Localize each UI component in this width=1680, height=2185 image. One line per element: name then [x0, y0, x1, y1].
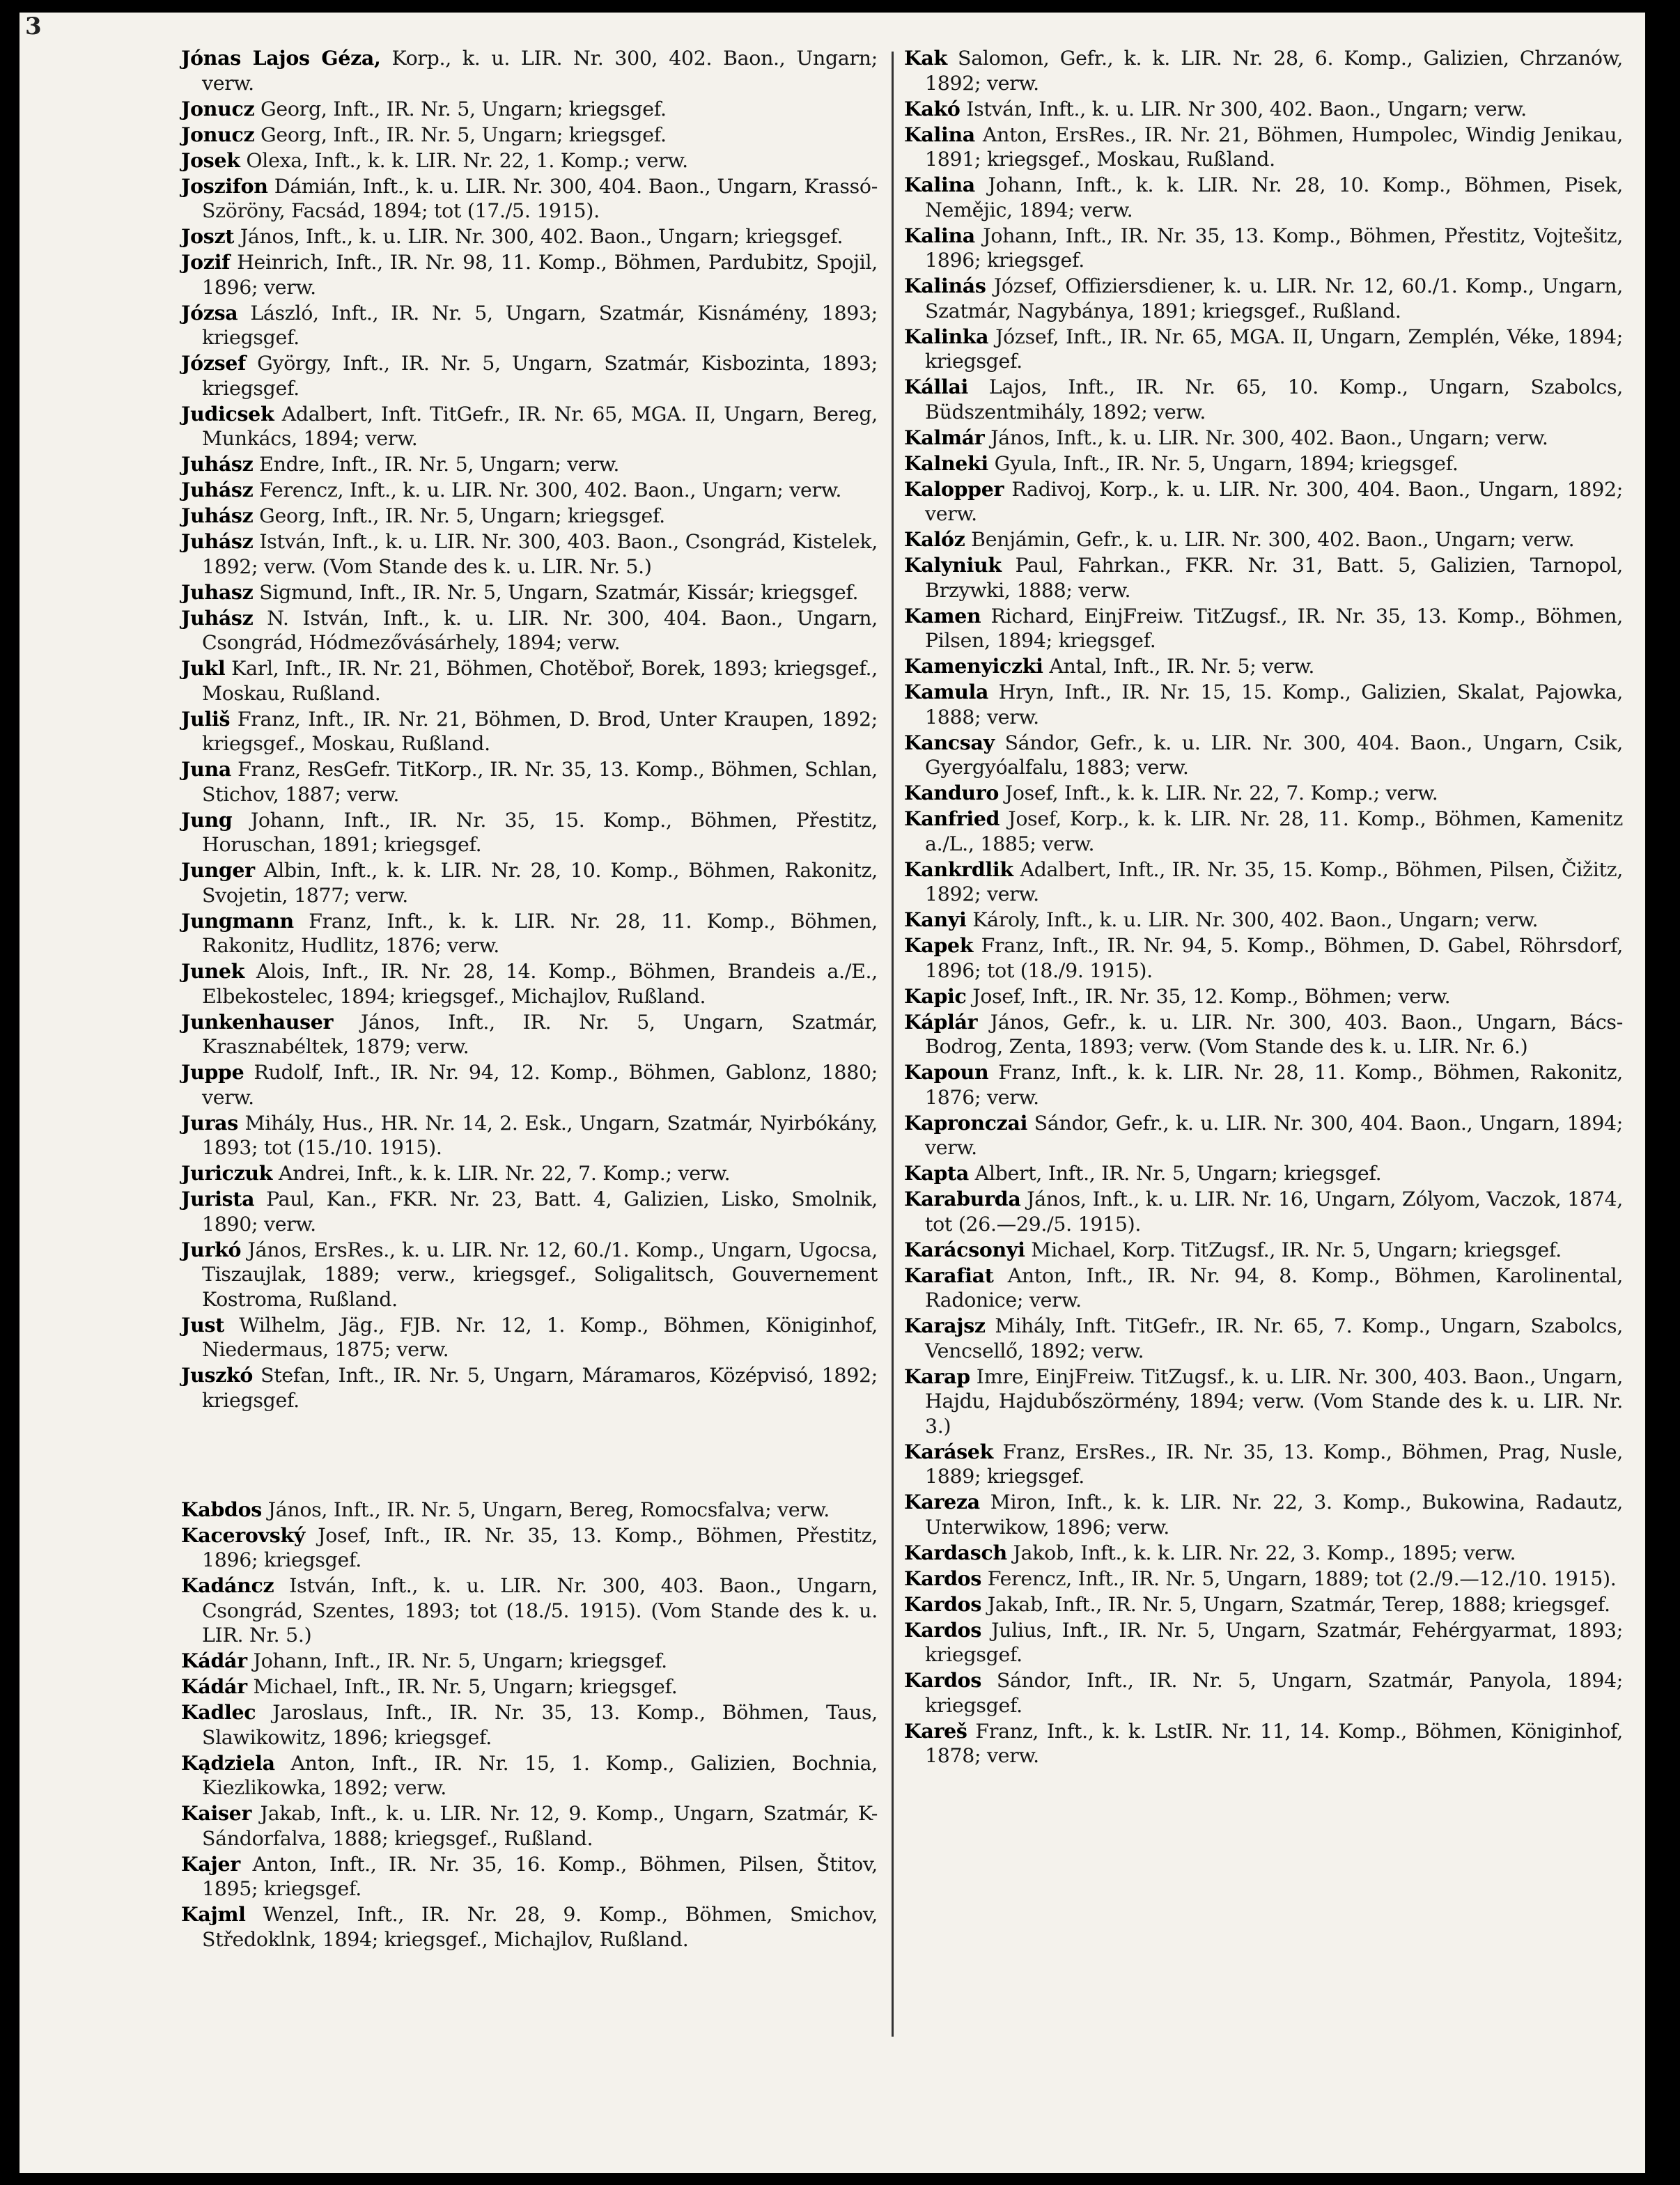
entry-details: Albert, Inft., IR. Nr. 5, Ungarn; kriegsgef.: [974, 1162, 1382, 1185]
register-entry: [181, 1751, 878, 1801]
entry-details: Benjámin, Gefr., k. u. LIR. Nr. 300, 402. Baon., Ungarn; verw.: [971, 528, 1575, 551]
entry-details: Josef, Inft., IR. Nr. 35, 13. Komp., Böhmen, Přestitz, 1896; kriegsgef.: [202, 1523, 878, 1571]
register-entry: [181, 250, 878, 300]
entry-details: Jakob, Inft., k. k. LIR. Nr. 22, 3. Komp., 1895; verw.: [1013, 1541, 1516, 1564]
register-entry: [904, 553, 1623, 602]
register-entry: [181, 858, 878, 908]
entry-details: Antal, Inft., IR. Nr. 5; verw.: [1049, 655, 1315, 678]
entry-details: Sándor, Gefr., k. u. LIR. Nr. 300, 404. Baon., Ungarn, 1894; verw.: [925, 1111, 1623, 1159]
entry-details: Dámián, Inft., k. u. LIR. Nr. 300, 404. Baon., Ungarn, Krassó-Szöröny, Facsád, 1894; tot (17./5. 1915).: [202, 174, 878, 222]
entry-surname: Juppe: [181, 1060, 244, 1084]
entry-details: Rudolf, Inft., IR. Nr. 94, 12. Komp., Böhmen, Gablonz, 1880; verw.: [202, 1061, 878, 1109]
register-entry: [181, 46, 878, 95]
entry-surname: Kancsay: [904, 730, 995, 754]
register-entry: [181, 504, 878, 529]
register-entry: [904, 933, 1623, 983]
entry-details: Franz, Inft., k. k. LIR. Nr. 28, 11. Komp., Böhmen, Rakonitz, Hudlitz, 1876; verw.: [202, 909, 878, 957]
entry-details: Franz, Inft., k. k. LIR. Nr. 28, 11. Komp., Böhmen, Rakonitz, 1876; verw.: [925, 1061, 1623, 1109]
entry-surname: Kalopper: [904, 476, 1004, 501]
entry-details: Franz, ResGefr. TitKorp., IR. Nr. 35, 13. Komp., Böhmen, Schlan, Stichov, 1887; verw.: [202, 758, 878, 806]
register-entry: [904, 1314, 1623, 1363]
entry-surname: Kareza: [904, 1490, 980, 1514]
entry-details: Andrei, Inft., k. k. LIR. Nr. 22, 7. Komp.; verw.: [278, 1162, 731, 1185]
register-entry: [904, 1263, 1623, 1313]
entry-details: Salomon, Gefr., k. k. LIR. Nr. 28, 6. Komp., Galizien, Chrzanów, 1892; verw.: [925, 47, 1623, 95]
register-entry: [904, 1566, 1623, 1592]
entry-surname: Juhász: [181, 452, 254, 476]
entry-details: Adalbert, Inft. TitGefr., IR. Nr. 65, MGA. II, Ungarn, Bereg, Munkács, 1894; verw.: [202, 402, 878, 450]
entry-details: Anton, Inft., IR. Nr. 94, 8. Komp., Böhmen, Karolinental, Radonice; verw.: [925, 1263, 1623, 1312]
entry-details: Hryn, Inft., IR. Nr. 15, 15. Komp., Galizien, Skalat, Pajowka, 1888; verw.: [925, 681, 1623, 729]
register-entry: [181, 1852, 878, 1902]
entry-details: Adalbert, Inft., IR. Nr. 35, 15. Komp., Böhmen, Pilsen, Čižitz, 1892; verw.: [925, 857, 1623, 905]
document-page: [20, 13, 1645, 2173]
register-entry: [904, 325, 1623, 374]
entry-surname: Kádár: [181, 1649, 247, 1672]
entry-details: Franz, Inft., IR. Nr. 94, 5. Komp., Böhmen, D. Gabel, Röhrsdorf, 1896; tot (18./9. 1915).: [925, 934, 1623, 982]
entry-details: N. István, Inft., k. u. LIR. Nr. 300, 404. Baon., Ungarn, Csongrád, Hódmezővásárhely, 1894; verw.: [202, 606, 878, 654]
entry-details: Alois, Inft., IR. Nr. 28, 14. Komp., Böhmen, Brandeis a./E., Elbekostelec, 1894; kriegsgef., Michajlov, Rußland.: [202, 960, 878, 1008]
register-entry: [904, 224, 1623, 273]
entry-details: Franz, Inft., IR. Nr. 21, Böhmen, D. Brod, Unter Kraupen, 1892; kriegsgef., Moskau, Rußland.: [202, 707, 878, 755]
entry-surname: Kak: [904, 46, 947, 70]
register-entry: [181, 1363, 878, 1413]
entry-surname: Joszt: [181, 224, 235, 248]
register-entry: [904, 1060, 1623, 1110]
entry-details: Ferencz, Inft., IR. Nr. 5, Ungarn, 1889; tot (2./9.—12./10. 1915).: [987, 1566, 1617, 1590]
entry-surname: Kadáncz: [181, 1573, 274, 1597]
register-entry: [904, 1490, 1623, 1539]
entry-details: Johann, Inft., IR. Nr. 5, Ungarn; kriegsgef.: [253, 1649, 667, 1672]
entry-surname: Káplár: [904, 1009, 978, 1034]
register-entry: [181, 1187, 878, 1236]
entry-surname: Kádár: [181, 1674, 247, 1698]
entry-surname: Kadlec: [181, 1700, 256, 1724]
entry-surname: Kanyi: [904, 908, 967, 931]
register-entry: [181, 1060, 878, 1110]
entry-surname: Jozif: [181, 250, 230, 274]
register-entry: [181, 174, 878, 224]
entry-details: Johann, Inft., IR. Nr. 35, 13. Komp., Böhmen, Přestitz, Vojtešitz, 1896; kriegsgef.: [925, 224, 1624, 272]
entry-surname: Junek: [181, 959, 244, 983]
register-entry: [181, 1010, 878, 1059]
entry-surname: Jónas Lajos Géza,: [181, 46, 381, 70]
register-entry: [904, 1618, 1623, 1667]
register-entry: [181, 909, 878, 958]
entry-details: Sigmund, Inft., IR. Nr. 5, Ungarn, Szatmár, Kissár; kriegsgef.: [259, 580, 859, 604]
register-entry: [904, 527, 1623, 552]
entry-surname: Kaiser: [181, 1801, 252, 1825]
entry-details: Korp., k. u. LIR. Nr. 300, 402. Baon., Ungarn; verw.: [202, 47, 878, 95]
entry-details: Ferencz, Inft., k. u. LIR. Nr. 300, 402. Baon., Ungarn; verw.: [259, 479, 842, 501]
entry-details: Wilhelm, Jäg., FJB. Nr. 12, 1. Komp., Böhmen, Königinhof, Niedermaus, 1875; verw.: [202, 1313, 878, 1361]
register-entry: [181, 1523, 878, 1573]
entry-details: Lajos, Inft., IR. Nr. 65, 10. Komp., Ungarn, Szabolcs, Büdszentmihály, 1892; verw.: [925, 375, 1623, 423]
entry-details: Albin, Inft., k. k. LIR. Nr. 28, 10. Komp., Böhmen, Rakonitz, Svojetin, 1877; verw.: [202, 859, 878, 907]
register-entry: [904, 1161, 1623, 1186]
entry-surname: Juhász: [181, 478, 254, 501]
register-entry: [904, 857, 1623, 907]
entry-surname: Kamen: [904, 603, 981, 628]
entry-details: Johann, Inft., IR. Nr. 35, 15. Komp., Böhmen, Přestitz, Horuschan, 1891; kriegsgef.: [202, 808, 878, 856]
register-entry: [181, 97, 878, 122]
entry-surname: Kabdos: [181, 1497, 262, 1521]
register-entry: [181, 301, 878, 350]
entry-surname: Juriczuk: [181, 1161, 273, 1185]
section-gap: [181, 1414, 878, 1498]
entry-details: János, Gefr., k. u. LIR. Nr. 300, 403. Baon., Ungarn, Bács-Bodrog, Zenta, 1893; verw. (Vom Stande des k. u. LIR. Nr. 6.): [925, 1010, 1623, 1058]
left-column: [181, 46, 878, 1953]
entry-surname: Kamenyiczki: [904, 654, 1043, 678]
entry-surname: Kalyniuk: [904, 553, 1002, 577]
entry-surname: Kanfried: [904, 807, 1000, 830]
register-entry: [181, 959, 878, 1009]
entry-details: Mihály, Hus., HR. Nr. 14, 2. Esk., Ungarn, Szatmár, Nyirbókány, 1893; tot (15./10. 1915).: [202, 1111, 878, 1159]
entry-details: Anton, Inft., IR. Nr. 35, 16. Komp., Böhmen, Pilsen, Štitov, 1895; kriegsgef.: [202, 1852, 878, 1900]
entry-details: István, Inft., k. u. LIR. Nr. 300, 403. Baon., Csongrád, Kistelek, 1892; verw. (Vom Stande des k. u. LIR. Nr. 5.): [202, 530, 878, 578]
entry-details: József, Inft., IR. Nr. 65, MGA. II, Ungarn, Zemplén, Véke, 1894; kriegsgef.: [925, 325, 1624, 373]
entry-surname: Jukl: [181, 656, 226, 680]
entry-surname: Karácsonyi: [904, 1237, 1025, 1261]
entry-surname: Juhász: [181, 529, 254, 553]
register-entry: [181, 1573, 878, 1648]
register-entry: [181, 606, 878, 655]
entry-details: Josef, Inft., IR. Nr. 35, 12. Komp., Böhmen; verw.: [972, 984, 1451, 1008]
entry-details: Gyula, Inft., IR. Nr. 5, Ungarn, 1894; kriegsgef.: [994, 451, 1459, 475]
entry-surname: Kanduro: [904, 781, 999, 804]
page-number: 3: [25, 13, 42, 40]
register-entry: [181, 1902, 878, 1952]
entry-surname: Karap: [904, 1364, 970, 1388]
entry-surname: Kapronczai: [904, 1110, 1028, 1135]
entry-surname: Jung: [181, 807, 233, 832]
entry-surname: Kądziela: [181, 1750, 275, 1775]
entry-details: Miron, Inft., k. k. LIR. Nr. 22, 3. Komp., Bukowina, Radautz, Unterwikow, 1896; verw.: [925, 1491, 1623, 1539]
register-entry: [904, 1364, 1623, 1439]
entry-details: József, Offiziersdiener, k. u. LIR. Nr. 12, 60./1. Komp., Ungarn, Szatmár, Nagybánya, 1891; kriegsgef., Rußland.: [925, 274, 1623, 322]
entry-surname: Kalina: [904, 223, 975, 247]
entry-surname: Kardos: [904, 1592, 982, 1616]
entry-details: Georg, Inft., IR. Nr. 5, Ungarn; kriegsgef.: [259, 504, 665, 527]
entry-details: Imre, EinjFreiw. TitZugsf., k. u. LIR. Nr. 300, 403. Baon., Ungarn, Hajdu, Hajdubőszörmény, 1894; verw. (Vom Stande des k. u. LIR. Nr. 3.): [925, 1364, 1623, 1438]
entry-details: Heinrich, Inft., IR. Nr. 98, 11. Komp., Böhmen, Pardubitz, Spojil, 1896; verw.: [202, 251, 878, 299]
register-entry: [904, 46, 1623, 95]
register-entry: [181, 402, 878, 451]
register-entry: [181, 351, 878, 401]
entry-details: János, Inft., k. u. LIR. Nr. 300, 402. Baon., Ungarn; kriegsgef.: [240, 225, 843, 248]
entry-surname: Jonucz: [181, 122, 255, 146]
register-entry: [904, 1719, 1623, 1768]
register-entry: [181, 707, 878, 756]
entry-details: Sándor, Inft., IR. Nr. 5, Ungarn, Szatmár, Panyola, 1894; kriegsgef.: [925, 1669, 1623, 1717]
entry-details: Jaroslaus, Inft., IR. Nr. 35, 13. Komp., Böhmen, Taus, Slawikowitz, 1896; kriegsgef.: [202, 1701, 878, 1749]
left-entries-j: [181, 46, 878, 1413]
register-entry: [181, 1700, 878, 1750]
entry-details: György, Inft., IR. Nr. 5, Ungarn, Szatmár, Kisbozinta, 1893; kriegsgef.: [202, 352, 878, 400]
register-entry: [904, 1187, 1623, 1236]
entry-surname: Kalóz: [904, 527, 965, 551]
entry-surname: Kállai: [904, 375, 969, 398]
entry-surname: Juliš: [181, 706, 231, 731]
entry-surname: Kalinás: [904, 274, 986, 297]
register-entry: [904, 984, 1623, 1009]
register-entry: [904, 274, 1623, 323]
entry-surname: Jurkó: [181, 1237, 242, 1261]
register-entry: [904, 1111, 1623, 1160]
register-entry: [904, 173, 1623, 222]
entry-details: Anton, ErsRes., IR. Nr. 21, Böhmen, Humpolec, Windig Jenikau, 1891; kriegsgef., Moskau, Rußland.: [925, 123, 1624, 171]
entry-surname: Kardos: [904, 1668, 982, 1692]
entry-details: Josef, Inft., k. k. LIR. Nr. 22, 7. Komp.; verw.: [1004, 782, 1438, 804]
entry-surname: Karajsz: [904, 1314, 986, 1337]
entry-details: Michael, Inft., IR. Nr. 5, Ungarn; kriegsgef.: [253, 1675, 678, 1698]
register-entry: [181, 580, 878, 605]
register-entry: [904, 604, 1623, 653]
entry-surname: Kapta: [904, 1161, 969, 1185]
right-column: [904, 46, 1623, 1769]
entry-surname: Kajml: [181, 1902, 246, 1926]
entry-details: Stefan, Inft., IR. Nr. 5, Ungarn, Máramaros, Középvisó, 1892; kriegsgef.: [202, 1364, 878, 1412]
register-entry: [181, 529, 878, 579]
register-entry: [904, 807, 1623, 856]
entry-surname: Josek: [181, 148, 240, 172]
entry-surname: Juszkó: [181, 1363, 253, 1387]
entry-surname: Kapek: [904, 933, 974, 957]
register-entry: [181, 1801, 878, 1851]
register-entry: [904, 1440, 1623, 1489]
entry-surname: Kalina: [904, 173, 975, 196]
register-entry: [904, 731, 1623, 780]
entry-details: János, ErsRes., k. u. LIR. Nr. 12, 60./1. Komp., Ungarn, Ugocsa, Tiszaujlak, 1889; verw., kriegsgef., Soligalitsch, Gouvernement Kostroma, Rußland.: [202, 1238, 878, 1311]
entry-details: Radivoj, Korp., k. u. LIR. Nr. 300, 404. Baon., Ungarn, 1892; verw.: [925, 477, 1623, 525]
entry-surname: Junger: [181, 858, 255, 882]
register-entry: [904, 908, 1623, 933]
entry-details: Karl, Inft., IR. Nr. 21, Böhmen, Chotěboř, Borek, 1893; kriegsgef., Moskau, Rußland.: [202, 657, 878, 705]
register-entry: [904, 1010, 1623, 1059]
entry-details: Franz, ErsRes., IR. Nr. 35, 13. Komp., Böhmen, Prag, Nusle, 1889; kriegsgef.: [925, 1440, 1623, 1488]
right-entries-k: [904, 46, 1623, 1768]
entry-details: János, Inft., IR. Nr. 5, Ungarn, Bereg, Romocsfalva; verw.: [267, 1498, 830, 1521]
register-entry: [904, 477, 1623, 527]
entry-details: Olexa, Inft., k. k. LIR. Nr. 22, 1. Komp.; verw.: [246, 148, 688, 172]
entry-surname: Just: [181, 1312, 224, 1337]
entry-surname: Kajer: [181, 1851, 240, 1876]
entry-surname: Kakó: [904, 96, 960, 120]
entry-surname: Kankrdlik: [904, 857, 1013, 881]
entry-details: Paul, Kan., FKR. Nr. 23, Batt. 4, Galizien, Lisko, Smolnik, 1890; verw.: [202, 1188, 878, 1236]
register-entry: [904, 375, 1623, 424]
entry-details: Sándor, Gefr., k. u. LIR. Nr. 300, 404. Baon., Ungarn, Csik, Gyergyóalfalu, 1883; verw.: [925, 731, 1623, 779]
register-entry: [904, 97, 1623, 122]
entry-surname: Kardos: [904, 1617, 982, 1642]
entry-details: János, Inft., k. u. LIR. Nr. 16, Ungarn, Zólyom, Vaczok, 1874, tot (26.—29./5. 1915).: [925, 1188, 1623, 1236]
register-entry: [181, 1674, 878, 1700]
entry-details: Josef, Korp., k. k. LIR. Nr. 28, 11. Komp., Böhmen, Kamenitz a./L., 1885; verw.: [925, 807, 1623, 855]
entry-surname: Juhasz: [181, 580, 254, 604]
entry-details: Johann, Inft., k. k. LIR. Nr. 28, 10. Komp., Böhmen, Pisek, Nemějic, 1894; verw.: [925, 173, 1623, 221]
register-entry: [904, 781, 1623, 806]
entry-surname: Józsa: [181, 300, 238, 325]
entry-surname: Juhász: [181, 605, 254, 630]
entry-surname: Karafiat: [904, 1263, 994, 1287]
register-entry: [181, 1161, 878, 1186]
register-entry: [181, 1498, 878, 1523]
entry-surname: Karaburda: [904, 1187, 1021, 1211]
entry-surname: Juras: [181, 1110, 238, 1135]
entry-surname: Kalneki: [904, 451, 988, 475]
entry-details: Anton, Inft., IR. Nr. 15, 1. Komp., Galizien, Bochnia, Kiezlikowka, 1892; verw.: [202, 1751, 878, 1799]
entry-surname: Jurista: [181, 1187, 255, 1211]
entry-details: Károly, Inft., k. u. LIR. Nr. 300, 402. Baon., Ungarn; verw.: [972, 908, 1539, 931]
register-entry: [181, 656, 878, 706]
register-entry: [181, 1238, 878, 1312]
entry-surname: Joszifon: [181, 173, 268, 198]
entry-details: Georg, Inft., IR. Nr. 5, Ungarn; kriegsgef.: [260, 123, 667, 146]
entry-surname: Kalmár: [904, 425, 985, 449]
entry-details: János, Inft., k. u. LIR. Nr. 300, 402. Baon., Ungarn; verw.: [990, 426, 1548, 449]
column-divider: [892, 52, 894, 2037]
register-entry: [181, 1649, 878, 1674]
left-entries-k: [181, 1498, 878, 1952]
register-entry: [181, 224, 878, 249]
entry-surname: Jungmann: [181, 908, 294, 933]
entry-surname: Kareš: [904, 1718, 967, 1743]
entry-details: János, Inft., IR. Nr. 5, Ungarn, Szatmár, Krasznabéltek, 1879; verw.: [202, 1010, 878, 1058]
entry-details: Franz, Inft., k. k. LstIR. Nr. 11, 14. Komp., Böhmen, Königinhof, 1878; verw.: [925, 1719, 1623, 1767]
register-entry: [181, 452, 878, 477]
register-entry: [904, 680, 1623, 729]
entry-surname: Kalinka: [904, 324, 989, 348]
entry-surname: József: [181, 351, 246, 375]
register-entry: [904, 123, 1623, 172]
entry-surname: Kapic: [904, 983, 967, 1008]
register-entry: [904, 1541, 1623, 1566]
entry-details: Georg, Inft., IR. Nr. 5, Ungarn; kriegsgef.: [260, 97, 667, 120]
entry-surname: Kardasch: [904, 1540, 1007, 1564]
register-entry: [904, 451, 1623, 476]
entry-surname: Karásek: [904, 1439, 994, 1463]
register-entry: [181, 478, 878, 503]
entry-surname: Kacerovský: [181, 1523, 305, 1547]
entry-surname: Judicsek: [181, 401, 274, 426]
entry-surname: Jonucz: [181, 96, 255, 120]
entry-details: László, Inft., IR. Nr. 5, Ungarn, Szatmár, Kisnámény, 1893; kriegsgef.: [202, 301, 878, 349]
entry-details: Richard, EinjFreiw. TitZugsf., IR. Nr. 35, 13. Komp., Böhmen, Pilsen, 1894; kriegsgef.: [925, 604, 1623, 652]
entry-details: Paul, Fahrkan., FKR. Nr. 31, Batt. 5, Galizien, Tarnopol, Brzywki, 1888; verw.: [925, 554, 1623, 602]
register-entry: [904, 1238, 1623, 1263]
register-entry: [181, 1313, 878, 1362]
register-entry: [904, 426, 1623, 451]
entry-surname: Juna: [181, 757, 231, 781]
register-entry: [904, 654, 1623, 679]
entry-surname: Juhász: [181, 504, 254, 527]
entry-details: Endre, Inft., IR. Nr. 5, Ungarn; verw.: [259, 453, 620, 476]
entry-details: Wenzel, Inft., IR. Nr. 28, 9. Komp., Böhmen, Smichov, Středoklnk, 1894; kriegsgef., Michajlov, Rußland.: [202, 1903, 878, 1951]
register-entry: [181, 123, 878, 148]
entry-details: Jakab, Inft., IR. Nr. 5, Ungarn, Szatmár, Terep, 1888; kriegsgef.: [987, 1592, 1610, 1616]
register-entry: [181, 148, 878, 173]
register-entry: [181, 757, 878, 807]
register-entry: [181, 1111, 878, 1160]
entry-surname: Kalina: [904, 122, 975, 146]
entry-details: István, Inft., k. u. LIR. Nr 300, 402. Baon., Ungarn; verw.: [966, 97, 1527, 120]
entry-surname: Junkenhauser: [181, 1009, 334, 1034]
entry-details: István, Inft., k. u. LIR. Nr. 300, 403. Baon., Ungarn, Csongrád, Szentes, 1893; tot (18./5. 1915). (Vom Stande des k. u. LIR. Nr. 5.): [202, 1574, 878, 1647]
entry-details: Mihály, Inft. TitGefr., IR. Nr. 65, 7. Komp., Ungarn, Szabolcs, Vencsellő, 1892; verw.: [925, 1314, 1623, 1362]
register-entry: [904, 1592, 1623, 1617]
entry-surname: Kamula: [904, 680, 989, 703]
entry-details: Julius, Inft., IR. Nr. 5, Ungarn, Szatmár, Fehérgyarmat, 1893; kriegsgef.: [925, 1618, 1623, 1666]
entry-surname: Kapoun: [904, 1060, 989, 1084]
entry-details: Michael, Korp. TitZugsf., IR. Nr. 5, Ungarn; kriegsgef.: [1031, 1238, 1562, 1261]
register-entry: [181, 808, 878, 857]
entry-details: Jakab, Inft., k. u. LIR. Nr. 12, 9. Komp., Ungarn, Szatmár, K-Sándorfalva, 1888; kriegsgef., Rußland.: [202, 1802, 878, 1850]
entry-surname: Kardos: [904, 1566, 982, 1590]
register-entry: [904, 1668, 1623, 1718]
